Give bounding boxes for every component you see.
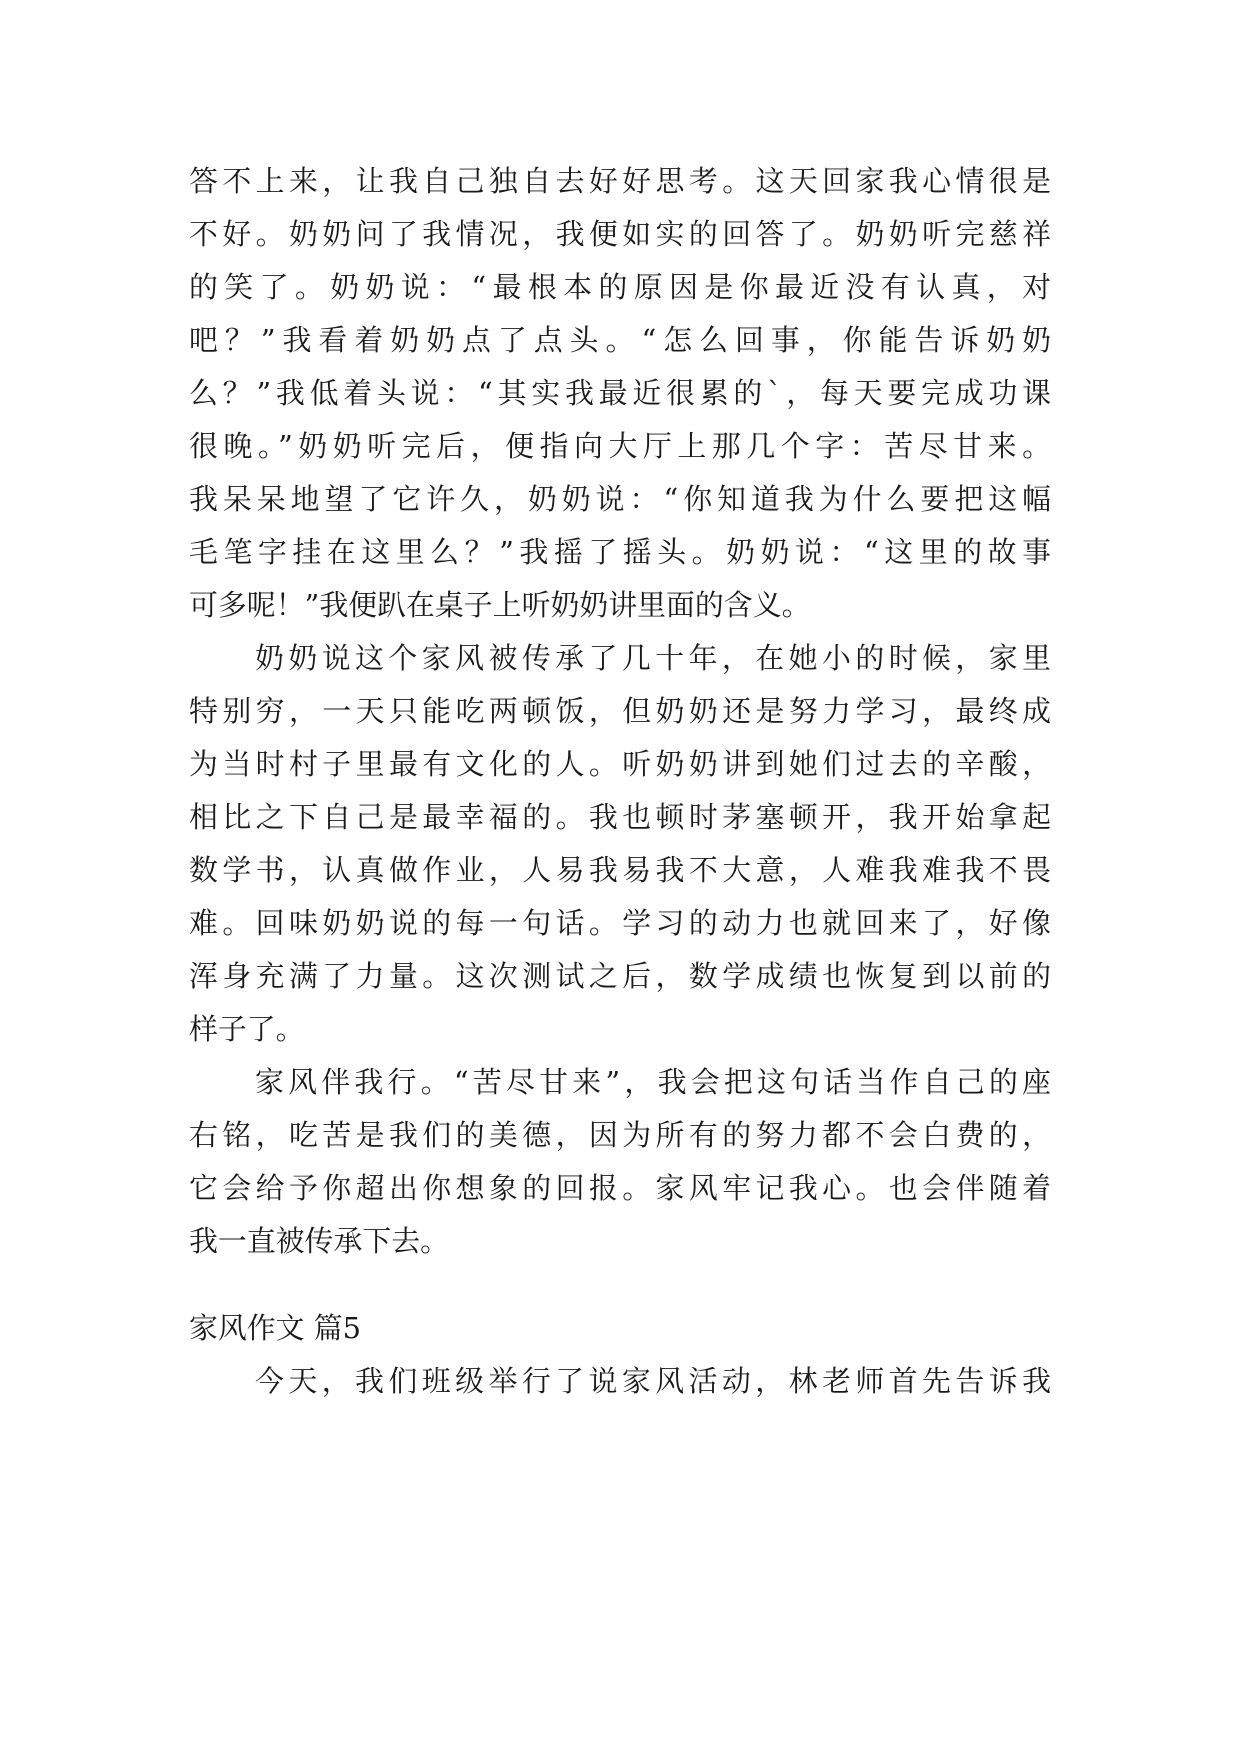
text-line: 很晚。”奶奶听完后，便指向大厅上那几个字：苦尽甘来。 [189,429,1051,463]
text-line: 今天，我们班级举行了说家风活动，林老师首先告诉我 [255,1364,1051,1398]
text-line: 为当时村子里最有文化的人。听奶奶讲到她们过去的辛酸， [189,747,1051,781]
text-line: 相比之下自己是最幸福的。我也顿时茅塞顿开，我开始拿起 [189,800,1051,834]
text-line: 样子了。 [189,1012,305,1046]
text-line: 可多呢！”我便趴在桌子上听奶奶讲里面的含义。 [189,588,811,622]
text-line: 毛笔字挂在这里么？”我摇了摇头。奶奶说：“这里的故事 [189,535,1051,569]
text-line: 吧？”我看着奶奶点了点头。“怎么回事，你能告诉奶奶 [189,323,1051,357]
text-line: 数学书，认真做作业，人易我易我不大意，人难我难我不畏 [189,853,1051,887]
text-line: 浑身充满了力量。这次测试之后，数学成绩也恢复到以前的 [189,959,1051,993]
text-line: 它会给予你超出你想象的回报。家风牢记我心。也会伴随着 [189,1171,1051,1205]
text-line: 么？”我低着头说：“其实我最近很累的`，每天要完成功课 [189,376,1051,410]
text-line: 的笑了。奶奶说：“最根本的原因是你最近没有认真，对 [189,270,1051,304]
section-heading: 家风作文 篇5 [189,1311,362,1345]
text-line: 不好。奶奶问了我情况，我便如实的回答了。奶奶听完慈祥 [189,217,1051,251]
text-line: 家风伴我行。“苦尽甘来”，我会把这句话当作自己的座 [255,1065,1051,1099]
text-line: 难。回味奶奶说的每一句话。学习的动力也就回来了，好像 [189,906,1051,940]
text-line: 我呆呆地望了它许久，奶奶说：“你知道我为什么要把这幅 [189,482,1051,516]
text-line: 右铭，吃苦是我们的美德，因为所有的努力都不会白费的， [189,1118,1051,1152]
text-line: 奶奶说这个家风被传承了几十年，在她小的时候，家里 [255,641,1051,675]
text-line: 特别穷，一天只能吃两顿饭，但奶奶还是努力学习，最终成 [189,694,1051,728]
text-line: 答不上来，让我自己独自去好好思考。这天回家我心情很是 [189,164,1051,198]
text-line: 我一直被传承下去。 [189,1224,450,1258]
